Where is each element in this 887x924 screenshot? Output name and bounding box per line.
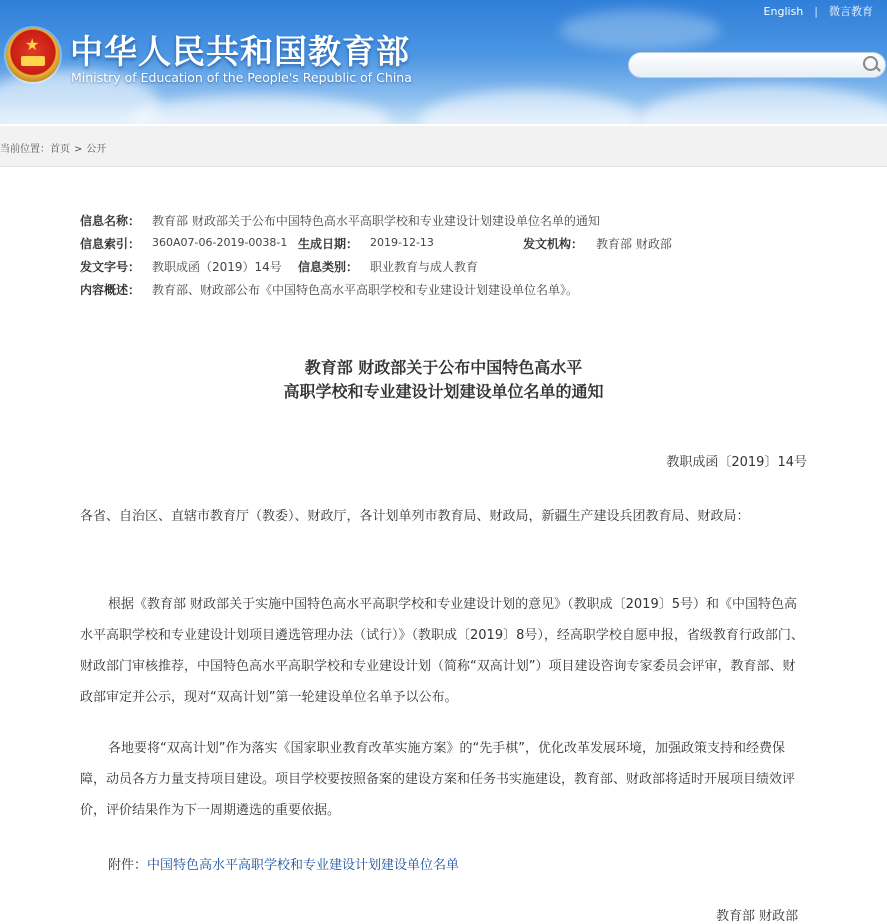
breadcrumb: [0, 126, 887, 167]
meta-docno-label: 发文字号：: [80, 260, 141, 274]
attachment: [108, 854, 459, 873]
meta-index-label: 信息索引：: [80, 237, 141, 251]
top-links: [764, 3, 873, 19]
addressee: 各省、自治区、直辖市教育厅（教委）、财政厅，各计划单列市教育局、财政局，新疆生产建设兵团教育局、财政局：: [80, 509, 750, 524]
search-box: [628, 52, 886, 78]
meta-name-label: 信息名称：: [80, 214, 141, 228]
meta-index-value: 360A07-06-2019-0038-1: [152, 236, 288, 249]
english-link[interactable]: English: [763, 5, 804, 18]
document-number: 教职成函〔2019〕14号: [666, 455, 807, 470]
weiyan-link[interactable]: 微言教育: [829, 5, 873, 18]
paragraph-1: 根据《教育部 财政部关于实施中国特色高水平高职学校和专业建设计划的意见》（教职成〔2019〕5号）和《中国特色高水平高职学校和专业建设计划项目遴选管理办法（试行）》（教职成〔2019〕8号），经高职学校自愿申报，省级教育行政部门、财政部门审核推荐，中国特色高水平高职学校和专业建设计划（简称“双高计划”）项目建设咨询专家委员会评审，教育部、财政部审定并公示，现对“双高计划”第一轮建设单位名单予以公布。: [80, 597, 804, 705]
meta-date-label: 生成日期：: [298, 237, 359, 251]
site-header: [0, 0, 887, 124]
document-title-line1: 教育部 财政部关于公布中国特色高水平: [304, 358, 583, 377]
meta-summary-value: 教育部、财政部公布《中国特色高水平高职学校和专业建设计划建设单位名单》。: [152, 283, 579, 297]
breadcrumb-public[interactable]: 公开: [86, 144, 107, 155]
site-subtitle: Ministry of Education of the People's Republic of China: [71, 70, 412, 85]
signature: 教育部 财政部: [716, 909, 799, 924]
breadcrumb-home[interactable]: 首页: [50, 144, 70, 155]
search-input[interactable]: [639, 53, 863, 77]
gate-icon: [21, 56, 45, 66]
search-icon[interactable]: [863, 56, 878, 71]
document-title: [0, 356, 887, 404]
attachment-link[interactable]: 中国特色高水平高职学校和专业建设计划建设单位名单: [147, 858, 460, 873]
meta-issuer-value: 教育部 财政部: [596, 237, 672, 251]
meta-category-value: 职业教育与成人教育: [370, 260, 479, 274]
meta-category-label: 信息类别：: [298, 260, 359, 274]
meta-summary-label: 内容概述：: [80, 283, 141, 297]
chevron-right-icon: >: [74, 144, 83, 155]
paragraph-2: 各地要将“双高计划”作为落实《国家职业教育改革实施方案》的“先手棋”，优化改革发展环境，加强政策支持和经费保障，动员各方力量支持项目建设。项目学校要按照备案的建设方案和任务书实施建设，教育部、财政部将适时开展项目绩效评价，评价结果作为下一周期遴选的重要依据。: [80, 741, 796, 818]
meta-date-value: 2019-12-13: [370, 236, 434, 249]
header-cloud: [560, 10, 720, 50]
national-emblem-logo[interactable]: [6, 28, 60, 82]
site-title[interactable]: 中华人民共和国教育部: [70, 32, 410, 71]
meta-name-value: 教育部 财政部关于公布中国特色高水平高职学校和专业建设计划建设单位名单的通知: [152, 214, 600, 228]
header-cloud: [420, 90, 640, 124]
breadcrumb-label: 当前位置：: [0, 144, 50, 155]
meta-issuer-label: 发文机构：: [523, 237, 584, 251]
divider: |: [814, 5, 818, 18]
meta-docno-value: 教职成函（2019）14号: [152, 260, 282, 274]
attachment-label: 附件：: [108, 858, 148, 873]
star-icon: ★: [25, 35, 40, 54]
header-cloud: [640, 85, 887, 124]
document-title-line2: 高职学校和专业建设计划建设单位名单的通知: [283, 382, 604, 401]
header-cloud: [130, 95, 390, 124]
